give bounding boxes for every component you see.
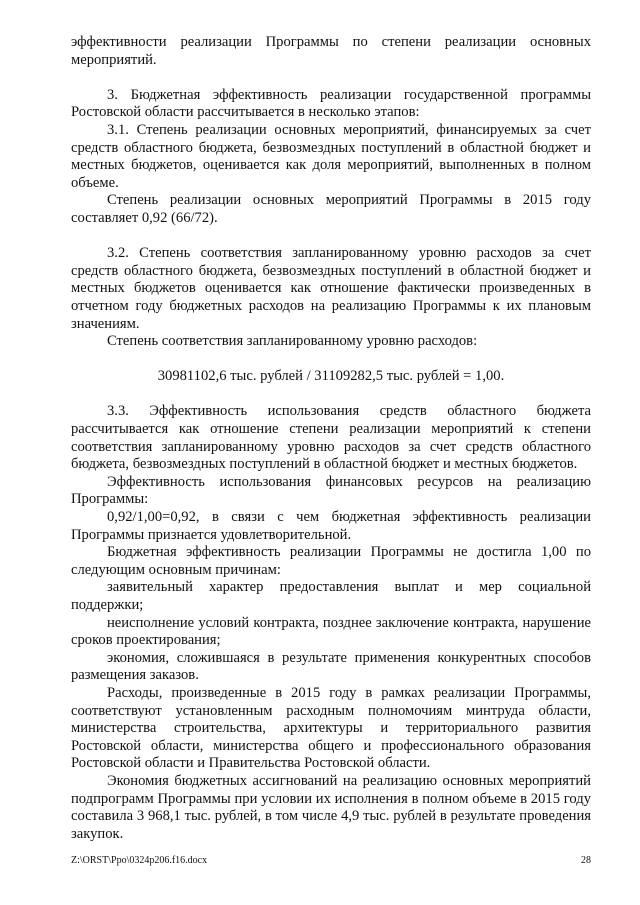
paragraph-resource-efficiency: Эффективность использования финансовых ресурсов на реализацию Программы: [71,473,591,508]
spacer [71,69,591,87]
file-path: Z:\ORST\Ppo\0324p206.f16.docx [71,855,208,866]
list-item-reason-3: экономия, сложившаяся в результате применения конкурентных способов размещения заказов. [71,649,591,684]
paragraph-efficiency-result: 0,92/1,00=0,92, в связи с чем бюджетная эффективность реализации Программы признается удовлетворительной. [71,509,591,543]
list-item-reason-2: неисполнение условий контракта, позднее заключение контракта, нарушение сроков проектирования; [71,614,591,649]
list-item-reason-1: заявительный характер предоставления выплат и мер социальной поддержки; [71,579,591,613]
paragraph-implementation-degree: Степень реализации основных мероприятий Программы в 2015 году составляет 0,92 (66/72). [71,192,591,226]
spacer [71,351,591,369]
paragraph-savings: Экономия бюджетных ассигнований на реализацию основных мероприятий подпрограмм Программы при условии их исполнения в полном объеме в 2015 году составила 3 968,1 тыс. рублей, в том числе 4,9 тыс. рублей в результате проведения закупок. [71,772,591,842]
spacer [71,228,591,246]
paragraph-section-3: 3. Бюджетная эффективность реализации государственной программы Ростовской области рассчитывается в несколько этапов: [71,86,591,121]
paragraph-compliance-degree: Степень соответствия запланированному уровню расходов: [107,333,478,350]
formula-line: 30981102,6 тыс. рублей / 31109282,5 тыс. рублей = 1,00. [157,368,505,385]
paragraph-section-3-1: 3.1. Степень реализации основных мероприятий, финансируемых за счет средств областного бюджета, безвозмездных поступлений в областной бюджет и местных бюджетов, оценивается как доля мероприятий, выполненных в полном объеме. [71,121,591,191]
spacer [71,386,591,404]
paragraph-section-3-3: 3.3. Эффективность использования средств областного бюджета рассчитывается как отношение степени реализации мероприятий к степени соответствия запланированному уровню расходов за счет средств областного бюджета, безвозмездных поступлений в областной бюджет и местных бюджетов. [71,403,591,473]
paragraph-section-3-2: 3.2. Степень соответствия запланированному уровню расходов за счет средств областного бюджета, безвозмездных поступлений в областной бюджет и местных бюджетов оценивается как отношение фактически произведенных в отчетном году бюджетных расходов на реализацию Программы к их плановым значениям. [71,245,591,332]
page-number: 28 [581,855,591,866]
paragraph-reasons-intro: Бюджетная эффективность реализации Программы не достигла 1,00 по следующим основным причинам: [71,544,591,578]
paragraph-intro-continuation: эффективности реализации Программы по степени реализации основных мероприятий. [71,34,591,68]
paragraph-expenses: Расходы, произведенные в 2015 году в рамках реализации Программы, соответствуют установленным расходным полномочиям минтруда области, министерства строительства, архитектуры и территориального развития Ростовской области, министерства общего и профессионального образования Ростовской области и Правительства Ростовской области. [71,684,591,772]
page-footer [71,855,591,867]
